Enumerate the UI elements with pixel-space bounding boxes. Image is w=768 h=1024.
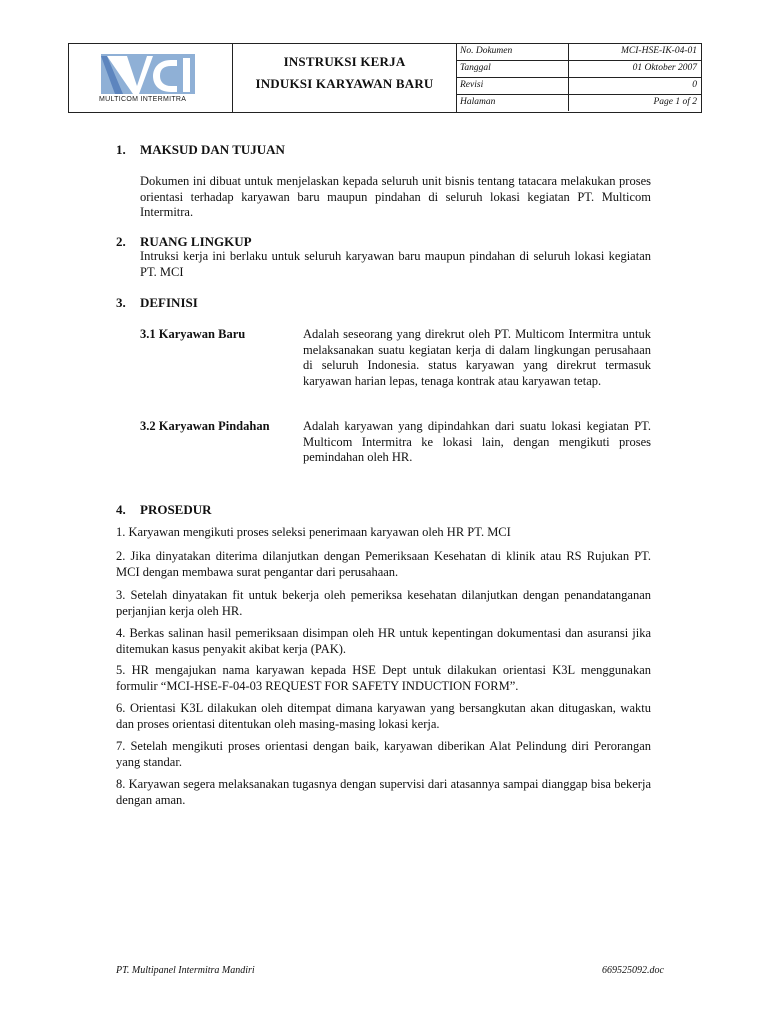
title-cell [233,44,457,112]
meta-value: 0 [692,80,697,90]
footer-company: PT. Multipanel Intermitra Mandiri [116,965,255,976]
section-1-text: Dokumen ini dibuat untuk menjelaskan kepada seluruh unit bisnis tentang tatacara melakukan proses orientasi terhadap karyawan baru maupun pindahan di seluruh lokasi kegiatan PT. Multicom Intermitra. [140,174,651,219]
meta-cell [457,44,701,112]
procedure-step: 4. Berkas salinan hasil pemeriksaan disimpan oleh HR untuk kepentingan dokumentasi dan asuransi jika ditemukan kasus penyakit akibat kerja (PAK). [116,626,651,656]
section-title: DEFINISI [140,295,198,310]
procedure-step: 6. Orientasi K3L dilakukan oleh ditempat dimana karyawan yang bersangkutan akan ditugaskan, waktu dan proses orientasi ditentukan oleh masing-masing lokasi kerja. [116,701,651,731]
logo-cell [69,44,233,112]
meta-key: Revisi [460,80,484,90]
meta-key: Halaman [460,97,496,107]
section-3-heading [116,295,198,311]
document-header [68,43,702,113]
section-number: 4. [116,502,126,517]
section-1-heading [116,142,285,158]
section-2-text: Intruksi kerja ini berlaku untuk seluruh karyawan baru maupun pindahan di seluruh lokasi kegiatan PT. MCI [140,249,651,279]
procedure-step: 8. Karyawan segera melaksanakan tugasnya dengan supervisi dari atasannya sampai dianggap bisa bekerja dengan aman. [116,777,651,807]
document-title: INDUKSI KARYAWAN BARU [255,76,434,91]
procedure-step: 1. Karyawan mengikuti proses seleksi penerimaan karyawan oleh HR PT. MCI [116,525,511,539]
meta-row-page [457,95,701,111]
document-type-title: INSTRUKSI KERJA [283,54,406,69]
mci-logo-icon [101,54,201,96]
section-4-heading [116,502,212,518]
procedure-step: 5. HR mengajukan nama karyawan kepada HSE Dept untuk dilakukan orientasi K3L menggunakan formulir “MCI-HSE-F-04-03 REQUEST FOR SAFETY INDUCTION FORM”. [116,663,651,693]
logo-caption: MULTICOM INTERMITRA [99,96,187,103]
definition-term-karyawan-baru: 3.1 Karyawan Baru [140,327,246,341]
section-title: MAKSUD DAN TUJUAN [140,142,285,157]
section-title: PROSEDUR [140,502,212,517]
meta-value: Page 1 of 2 [653,97,697,107]
meta-row-document-number [457,44,701,61]
meta-row-date [457,61,701,78]
section-2-heading [116,234,252,250]
section-number: 1. [116,142,126,157]
procedure-step: 7. Setelah mengikuti proses orientasi dengan baik, karyawan diberikan Alat Pelindung diri Perorangan yang standar. [116,739,651,769]
meta-key: Tanggal [460,63,491,73]
definition-text-karyawan-baru: Adalah seseorang yang direkrut oleh PT. Multicom Intermitra untuk melaksanakan suatu kegiatan kerja di dalam lingkungan perusahaan di seluruh Indonesia. status karyawan yang direkrut termasuk karyawan harian lepas, tenaga kontrak atau karyawan tetap. [303,327,651,388]
section-number: 3. [116,295,126,310]
definition-text-karyawan-pindahan: Adalah karyawan yang dipindahkan dari suatu lokasi kegiatan PT. Multicom Intermitra ke lokasi lain, dengan mengikuti proses pemindahan oleh HR. [303,419,651,464]
procedure-step: 2. Jika dinyatakan diterima dilanjutkan dengan Pemeriksaan Kesehatan di klinik atau RS Rujukan PT. MCI dengan membawa surat pengantar dari perusahaan. [116,549,651,579]
meta-value: 01 Oktober 2007 [632,63,697,73]
meta-row-revision [457,78,701,95]
section-number: 2. [116,234,126,249]
procedure-step: 3. Setelah dinyatakan fit untuk bekerja oleh pemeriksa kesehatan dilanjutkan dengan penandatanganan perjanjian kerja oleh HR. [116,588,651,618]
footer-filename: 669525092.doc [602,965,664,976]
section-title: RUANG LINGKUP [140,234,252,249]
definition-term-karyawan-pindahan: 3.2 Karyawan Pindahan [140,419,270,433]
meta-value: MCI-HSE-IK-04-01 [621,46,697,56]
meta-key: No. Dokumen [460,46,513,56]
